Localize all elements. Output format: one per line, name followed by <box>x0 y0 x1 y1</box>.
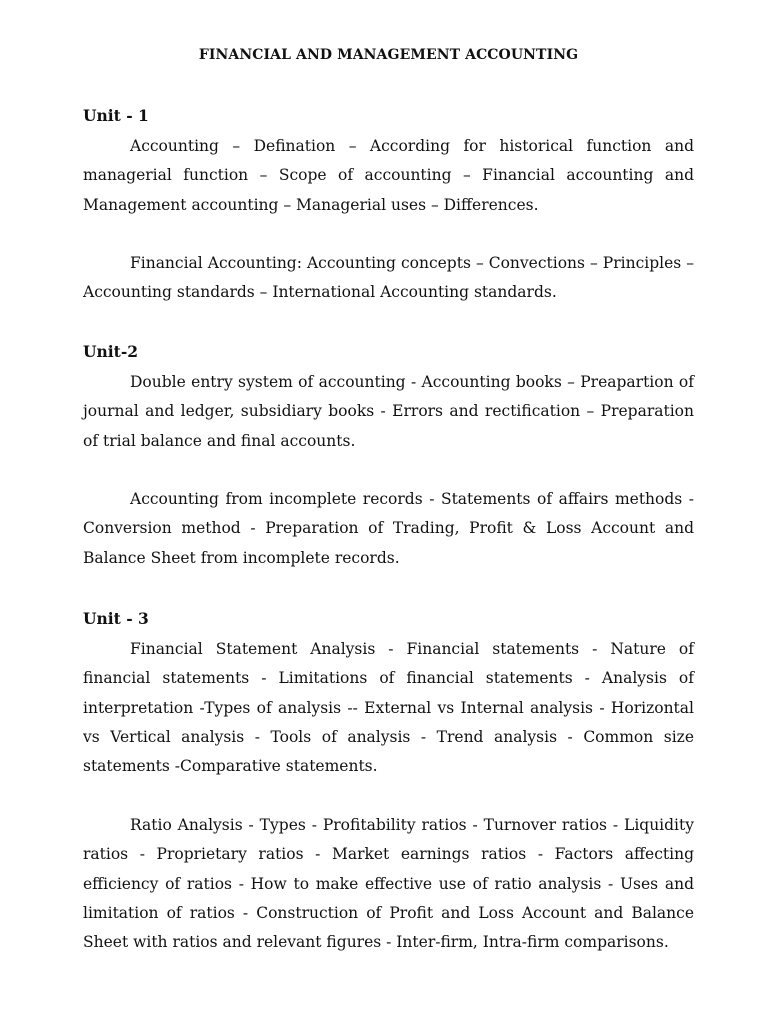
unit-2-paragraph-1: Double entry system of accounting - Accounting books – Preapartion of journal and ledger, subsidiary books - Errors and rectification – Preparation of trial balance and final accounts. <box>83 373 694 450</box>
unit-3-paragraph-1: Financial Statement Analysis - Financial statements - Nature of financial statements - Limitations of financial statements - Analysis of interpretation -Types of analysis -- External vs Internal analysis - Horizontal vs Vertical analysis - Tools of analysis - Trend analysis - Common size statements -Comparative statements. <box>83 640 694 776</box>
unit-1-paragraph-1: Accounting – Defination – According for historical function and managerial function – Scope of accounting – Financial accounting and Management accounting – Managerial uses – Differences. <box>83 137 694 214</box>
unit-2-heading: Unit-2 <box>83 342 139 361</box>
document-title: FINANCIAL AND MANAGEMENT ACCOUNTING <box>198 47 579 63</box>
unit-1-heading: Unit - 1 <box>83 106 149 125</box>
unit-2-paragraph-2: Accounting from incomplete records - Statements of affairs methods -Conversion method - Preparation of Trading, Profit & Loss Account and Balance Sheet from incomplete records. <box>83 490 694 567</box>
unit-3-heading: Unit - 3 <box>83 609 149 628</box>
document-page <box>83 0 694 1024</box>
unit-1-paragraph-2: Financial Accounting: Accounting concepts – Convections – Principles – Accounting standards – International Accounting standards. <box>83 254 694 302</box>
unit-3-paragraph-2: Ratio Analysis - Types - Profitability ratios - Turnover ratios - Liquidity ratios - Proprietary ratios - Market earnings ratios - Factors affecting efficiency of ratios - How to make effective use of ratio analysis - Uses and limitation of ratios - Construction of Profit and Loss Account and Balance Sheet with ratios and relevant figures - Inter-firm, Intra-firm comparisons. <box>83 816 694 952</box>
